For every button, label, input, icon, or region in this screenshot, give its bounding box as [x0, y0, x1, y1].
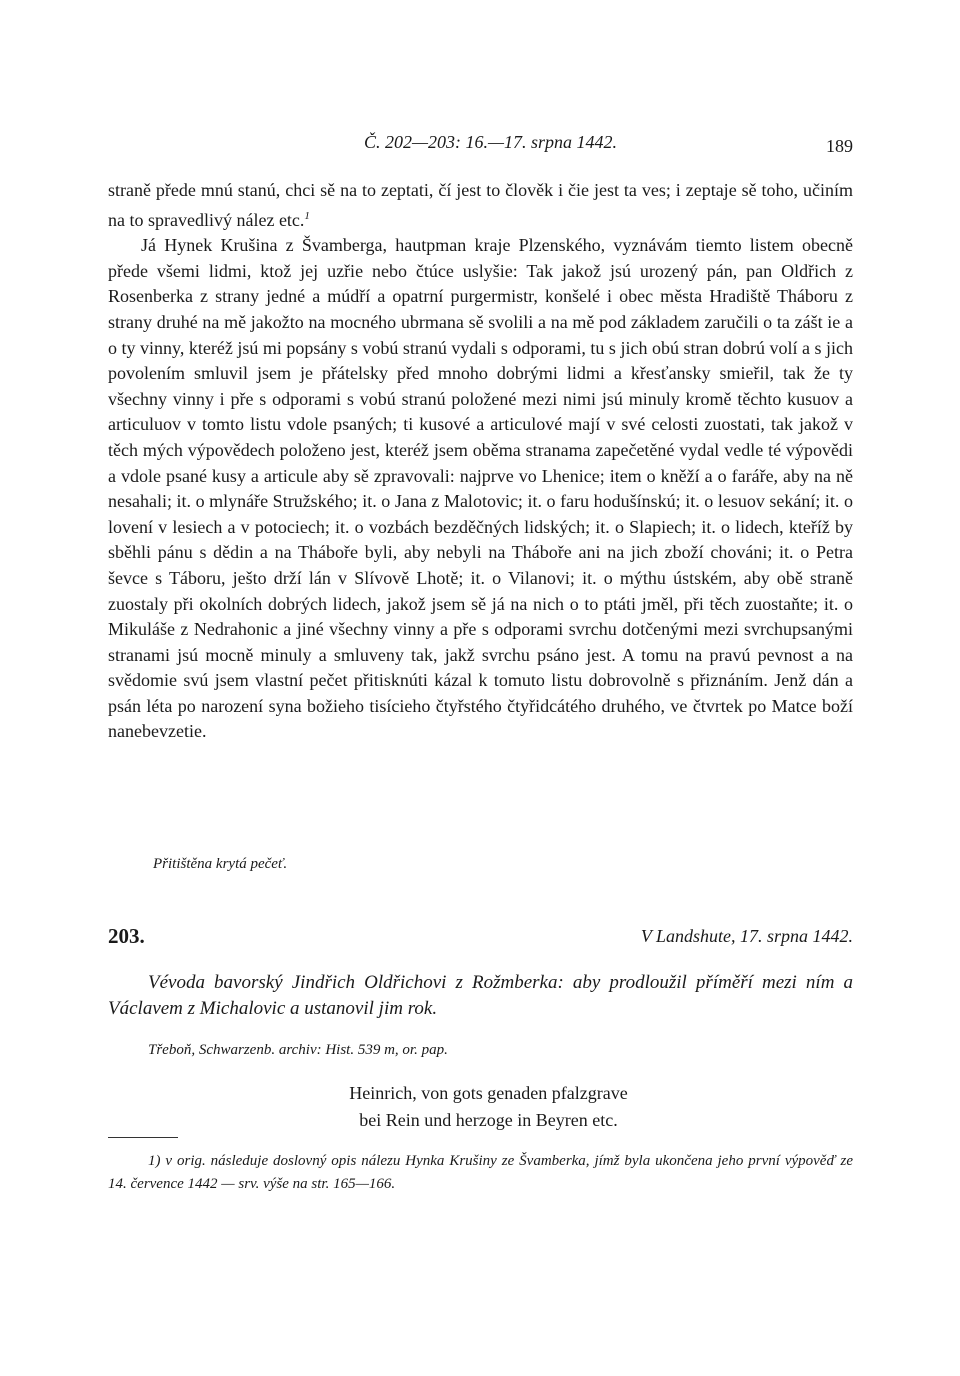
document-number: 203.: [108, 924, 145, 948]
footnote-divider: [108, 1137, 178, 1138]
salutation-line-2: bei Rein und herzoge in Beyren etc.: [359, 1110, 618, 1130]
document-place-date: V Landshute, 17. srpna 1442.: [640, 926, 853, 946]
document-salutation: [108, 1080, 861, 1134]
footnote: 1) v orig. následuje doslovný opis nálezu Hynka Krušiny ze Švamberka, jímž byla ukončena jeho první výpověď ze 14. července 1442 — srv. výše na str. 165—166.: [108, 1153, 853, 1192]
paragraph-2: Já Hynek Krušina z Švamberga, hautpman kraje Plzenského, vyznávám tiemto listem obecně přede všemi lidmi, ktož jej uzřie nebo čtúce uslyšie: Tak jakož jsú urozený pán, pan Oldřich z Rosenberka z strany jedné a múdří a opatrní purgermistr, konšelé i obec města Hradiště Tháboru z strany druhé na mě jakožto na mocného ubrmana sě svolili a na mě pod základem zaručili o ta zášt ie a o ty vinny, kteréž jsú mi popsány s vobú stranú vydali s odporami, tu s jich obú stran dobrú volí a s jich povolením smluvil jsem je přátelsky před mnoho dobrými lidmi a křesťansky smieřil, tak že ty všechny vinny i pře s odporami s vobú stranú položené mezi nimi jsú minuly kromě těchto kusuov a articuluov v tomto listu vdole psaných; ti kusové a articulové mají v své celosti zuostati, tak jakož v těch mých výpovědech položeno jest, kteréž jsem oběma stranama zapečetěné vydal vedle té výpovědi a vdole psané kusy a articule aby sě zpravovali: najprve vo Lhenice; item o kněží a o faráře, aby na ně nesahali; it. o mlynáře Stružského; it. o Jana z Malotovic; it. o faru hodušínskú; it. o lesuov sekání; it. o lovení v lesiech a v potociech; it. o vozbách bezděčných lidských; it. o Slapiech; it. o lidech, kteříž by sběhli pánu s dědin a na Tháboře byli, aby nebyli na Tháboře ani na jich zboží chováni; it. o Petra ševce s Táboru, ješto drží lán v Slívově Lhotě; it. o Vilanovi; it. o mýthu ústském, aby obě straně zuostaly při okolních dobrých lidech, jakož jsem sě já na nich o to ptáti jměl, při těch zuostaňte; it. o Mikuláše z Nedrahonic a jiné všechny vinny a pře s odporami svrchu dotčenými mezi svrchupsanými stranami jsú mocně minuly a smluveny tak, jakž svrchu psáno jest. A tomu na pravú pevnost a na svědomie svú jsem vlastní pečet přitisknúti kázal k tomuto listu dobrovolně s přiznáním. Jenž dán a psán léta po narození syna božieho tisícieho čtyřstého čtyřidcátého druhého, ve čtvrtek po Matce boží nanebevzetie.: [108, 235, 853, 742]
footnote-marker: 1: [304, 209, 310, 222]
seal-note: Přitištěna krytá pečeť.: [153, 856, 288, 872]
salutation-line-1: Heinrich, von gots genaden pfalzgrave: [349, 1083, 628, 1103]
main-text: [108, 178, 853, 745]
page-number: 189: [826, 136, 853, 156]
document-source: Třeboň, Schwarzenb. archiv: Hist. 539 m, or. pap.: [148, 1042, 448, 1058]
paragraph-1: [108, 178, 853, 233]
running-head: Č. 202—203: 16.—17. srpna 1442.: [363, 132, 618, 152]
paragraph-1-text: straně přede mnú stanú, chci sě na to zeptati, čí jest to člověk i čie jest ta ves; i zeptaje sě toho, učiním na to spravedlivý nález etc.: [108, 180, 853, 230]
document-regest: Vévoda bavorský Jindřich Oldřichovi z Rožmberka: aby prodloužil příměří mezi ním a Václavem z Michalovic a ustanovil jim rok.: [108, 972, 853, 1019]
page-header: [108, 132, 853, 156]
